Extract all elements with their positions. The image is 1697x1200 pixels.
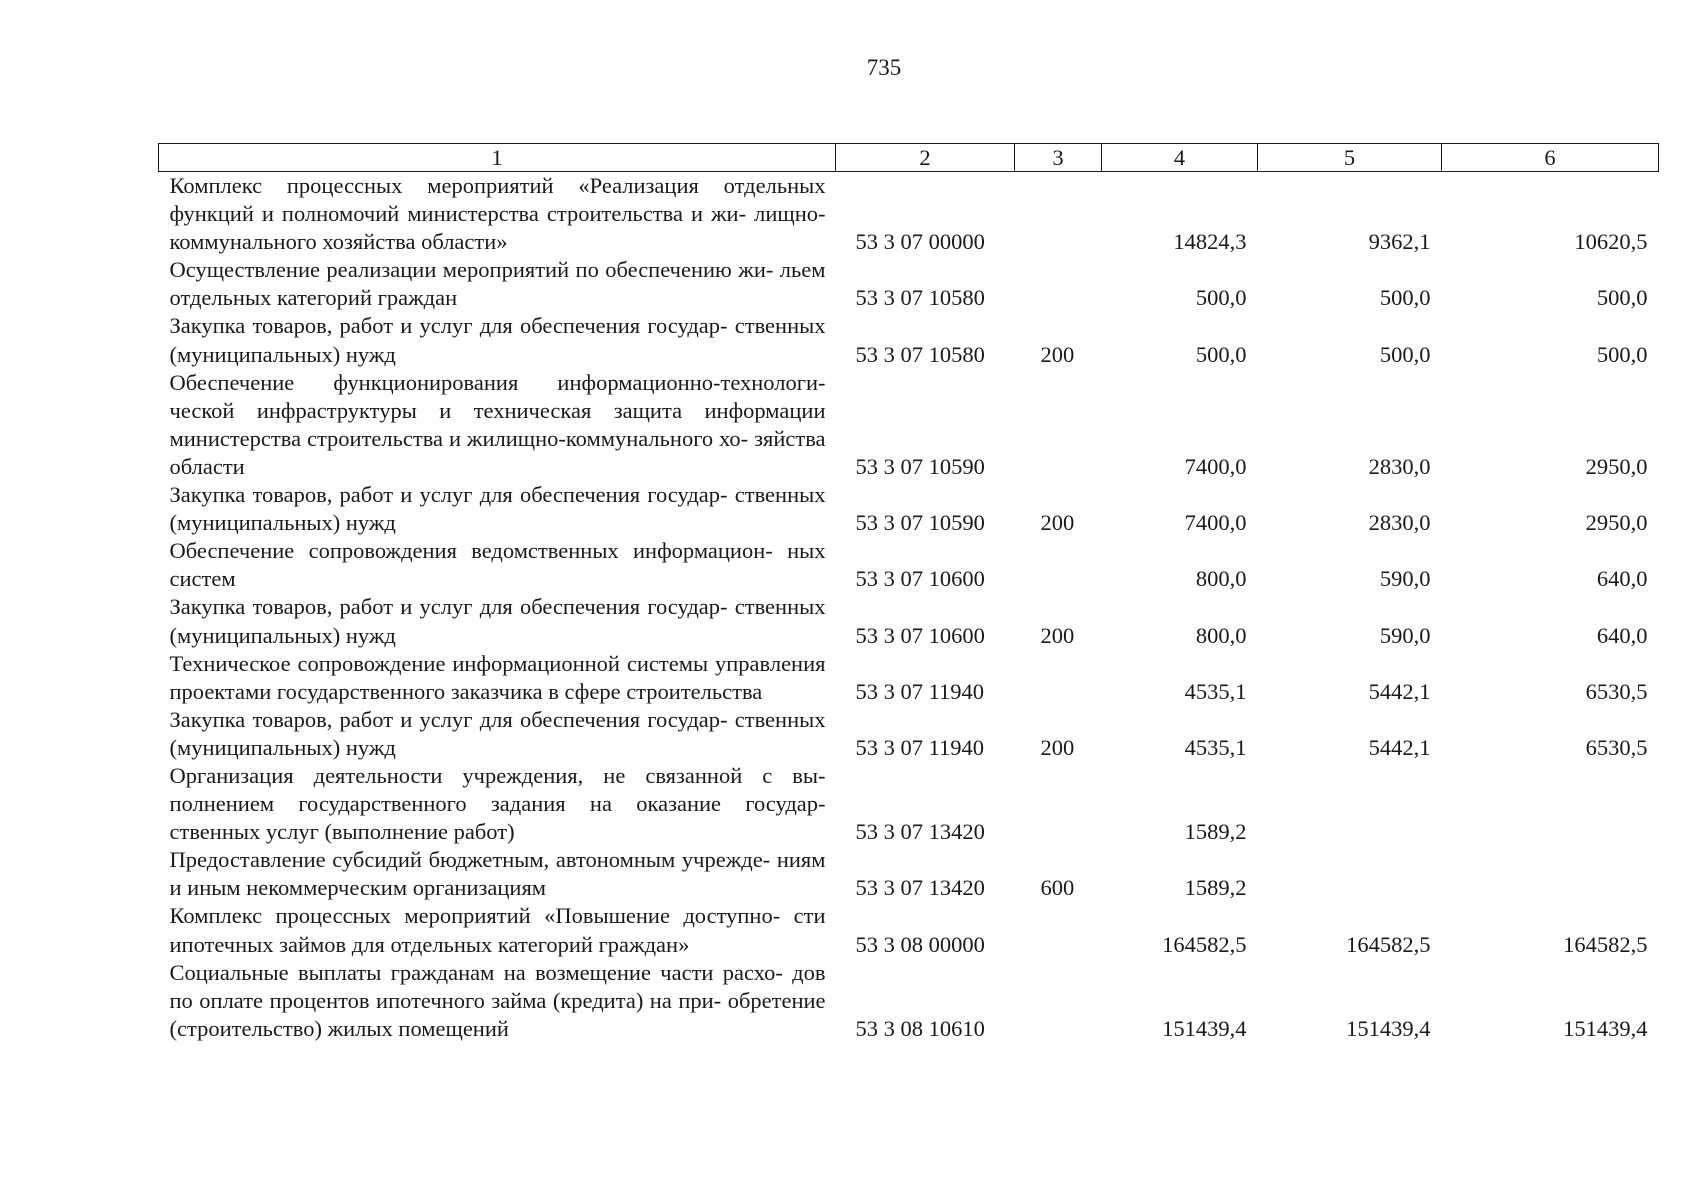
- row-value-col-6: 500,0: [1596, 285, 1648, 311]
- row-value-col-6: 640,0: [1596, 622, 1648, 648]
- row-value-col-4: 800,0: [1195, 566, 1247, 592]
- row-code: 53 3 07 10590: [855, 510, 985, 536]
- row-expense-type: [1015, 369, 1102, 481]
- row-value-col-4: 1589,2: [1184, 819, 1247, 845]
- row-name-line: министерства строительства и жилищно-коммунального хо-: [169, 425, 749, 451]
- row-name-line: управления проектами государственного заказчика в сфере: [169, 650, 826, 704]
- row-code: 53 3 07 13420: [855, 819, 985, 845]
- row-value-col-4: 4535,1: [1184, 734, 1247, 760]
- row-name-line: зяйства области: [169, 425, 826, 479]
- row-name-line: сти ипотечных займов для отдельных категорий граждан»: [169, 903, 826, 957]
- row-name-line: ческой инфраструктуры и техническая защита информации: [169, 397, 826, 423]
- table-row: [159, 312, 1659, 368]
- row-name-line: ственных услуг (выполнение работ): [169, 819, 515, 845]
- table-row: [159, 959, 1659, 1043]
- row-name: [159, 902, 836, 958]
- row-value-col-6: [1442, 846, 1659, 902]
- row-name-line: Комплекс процессных мероприятий «Реализация отдельных: [169, 173, 826, 198]
- row-name-line: ственных (муниципальных) нужд: [169, 482, 826, 536]
- row-value-col-5: 500,0: [1379, 285, 1431, 311]
- table-row: [159, 593, 1659, 649]
- row-value-col-6: 2950,0: [1585, 453, 1648, 479]
- row-value-col-6: 2950,0: [1585, 510, 1648, 536]
- row-value-col-5: 590,0: [1379, 566, 1431, 592]
- row-code: 53 3 07 10600: [855, 566, 985, 592]
- row-name-line: дов по оплате процентов ипотечного займа (кредита) на при-: [169, 959, 826, 1013]
- row-name-line: Социальные выплаты гражданам на возмещение части расхо-: [169, 959, 783, 985]
- row-name-line: Предоставление субсидий бюджетным, автономным учрежде-: [169, 847, 771, 873]
- row-value-col-5: [1258, 846, 1442, 902]
- row-value-col-5: [1258, 762, 1442, 846]
- table-row: [159, 706, 1659, 762]
- row-name-line: Обеспечение функционирования информационно-технологи-: [169, 369, 826, 395]
- row-code: 53 3 07 10580: [855, 285, 985, 311]
- row-value-col-4: 151439,4: [1162, 1015, 1247, 1041]
- row-expense-type: [1015, 762, 1102, 846]
- row-name: [159, 312, 836, 368]
- row-value-col-6: 640,0: [1596, 566, 1648, 592]
- row-value-col-5: 500,0: [1379, 341, 1431, 367]
- row-value-col-6: 6530,5: [1585, 734, 1648, 760]
- row-name: [159, 762, 836, 846]
- table-row: [159, 369, 1659, 481]
- table-row: [159, 902, 1659, 958]
- row-expense-type: 600: [1040, 875, 1075, 901]
- row-value-col-4: 14824,3: [1173, 229, 1247, 255]
- row-value-col-6: 10620,5: [1574, 229, 1648, 255]
- row-value-col-4: 7400,0: [1184, 510, 1247, 536]
- header-col-3: 3: [1015, 144, 1102, 172]
- table-row: [159, 256, 1659, 312]
- table-body: [159, 172, 1659, 1043]
- row-value-col-5: 5442,1: [1368, 678, 1431, 704]
- header-col-4: 4: [1102, 144, 1258, 172]
- header-col-6: 6: [1442, 144, 1659, 172]
- budget-table: [158, 143, 1659, 1043]
- row-name: [159, 706, 836, 762]
- row-name-line: Закупка товаров, работ и услуг для обеспечения государ-: [169, 594, 728, 620]
- row-value-col-5: 5442,1: [1368, 734, 1431, 760]
- row-expense-type: 200: [1040, 622, 1075, 648]
- row-name-line: Закупка товаров, работ и услуг для обеспечения государ-: [169, 482, 728, 508]
- row-name-line: функций и полномочий министерства строительства и жи-: [169, 201, 747, 227]
- row-expense-type: 200: [1040, 341, 1075, 367]
- header-row: [159, 144, 1659, 172]
- row-value-col-5: 9362,1: [1368, 229, 1431, 255]
- row-name-line: льем отдельных категорий граждан: [169, 257, 826, 311]
- row-code: 53 3 07 11940: [855, 678, 985, 704]
- row-value-col-4: 800,0: [1195, 622, 1247, 648]
- row-code: 53 3 07 10600: [855, 622, 985, 648]
- row-expense-type: [1015, 537, 1102, 593]
- table-row: [159, 172, 1659, 257]
- row-name-line: Осуществление реализации мероприятий по обеспечению жи-: [169, 257, 774, 283]
- row-name-line: Закупка товаров, работ и услуг для обеспечения государ-: [169, 313, 728, 339]
- row-code: 53 3 07 00000: [855, 229, 985, 255]
- page-number: 735: [866, 55, 902, 80]
- row-value-col-5: 164582,5: [1346, 931, 1431, 957]
- row-name-line: обретение (строительство) жилых помещений: [169, 987, 826, 1041]
- row-value-col-6: 151439,4: [1563, 1015, 1648, 1041]
- table-row: [159, 762, 1659, 846]
- row-value-col-5: 2830,0: [1368, 453, 1431, 479]
- header-col-2: 2: [836, 144, 1015, 172]
- row-expense-type: 200: [1040, 510, 1075, 536]
- row-value-col-4: 4535,1: [1184, 678, 1247, 704]
- row-value-col-5: 2830,0: [1368, 510, 1431, 536]
- row-value-col-6: [1442, 762, 1659, 846]
- table-row: [159, 537, 1659, 593]
- row-name-line: полнением государственного задания на оказание государ-: [169, 791, 826, 817]
- row-value-col-6: 500,0: [1596, 341, 1648, 367]
- row-name-line: Закупка товаров, работ и услуг для обеспечения государ-: [169, 706, 728, 732]
- row-expense-type: [1015, 256, 1102, 312]
- row-value-col-6: 6530,5: [1585, 678, 1648, 704]
- table-row: [159, 481, 1659, 537]
- row-name-line: ственных (муниципальных) нужд: [169, 594, 826, 648]
- row-name: [159, 537, 836, 593]
- row-name: [159, 172, 836, 257]
- row-value-col-4: 7400,0: [1184, 453, 1247, 479]
- row-value-col-4: 1589,2: [1184, 875, 1247, 901]
- row-expense-type: [1015, 959, 1102, 1043]
- row-expense-type: 200: [1040, 734, 1075, 760]
- row-name-line: Обеспечение сопровождения ведомственных информацион-: [169, 538, 773, 564]
- row-expense-type: [1015, 172, 1102, 257]
- row-value-col-5: 590,0: [1379, 622, 1431, 648]
- row-name-line: лищно-коммунального хозяйства области»: [169, 201, 826, 255]
- header-col-1: 1: [159, 144, 836, 172]
- row-value-col-5: 151439,4: [1346, 1015, 1431, 1041]
- row-name: [159, 369, 836, 481]
- table-row: [159, 650, 1659, 706]
- row-name-line: ственных (муниципальных) нужд: [169, 706, 826, 760]
- row-code: 53 3 07 10580: [855, 341, 985, 367]
- row-value-col-4: 500,0: [1195, 285, 1247, 311]
- row-name: [159, 846, 836, 902]
- row-code: 53 3 08 00000: [855, 931, 985, 957]
- row-name-line: ных систем: [169, 538, 826, 592]
- row-name: [159, 650, 836, 706]
- row-name: [159, 481, 836, 537]
- row-name-line: ственных (муниципальных) нужд: [169, 313, 826, 367]
- row-code: 53 3 08 10610: [855, 1015, 985, 1041]
- row-name-line: Техническое сопровождение информационной системы: [169, 650, 709, 676]
- row-code: 53 3 07 11940: [855, 734, 985, 760]
- row-value-col-6: 164582,5: [1563, 931, 1648, 957]
- row-name: [159, 959, 836, 1043]
- row-expense-type: [1015, 650, 1102, 706]
- row-value-col-4: 500,0: [1195, 341, 1247, 367]
- row-name: [159, 593, 836, 649]
- row-expense-type: [1015, 902, 1102, 958]
- row-name: [159, 256, 836, 312]
- row-value-col-4: 164582,5: [1162, 931, 1247, 957]
- table-row: [159, 846, 1659, 902]
- row-name-line: Комплекс процессных мероприятий «Повышение доступно-: [169, 903, 781, 929]
- row-code: 53 3 07 10590: [855, 453, 985, 479]
- row-code: 53 3 07 13420: [855, 875, 985, 901]
- table-header: [159, 144, 1659, 172]
- row-name-line: строительства: [626, 678, 763, 704]
- header-col-5: 5: [1258, 144, 1442, 172]
- row-name-line: Организация деятельности учреждения, не связанной с вы-: [169, 762, 826, 788]
- row-name-line: ниям и иным некоммерческим организациям: [169, 847, 826, 901]
